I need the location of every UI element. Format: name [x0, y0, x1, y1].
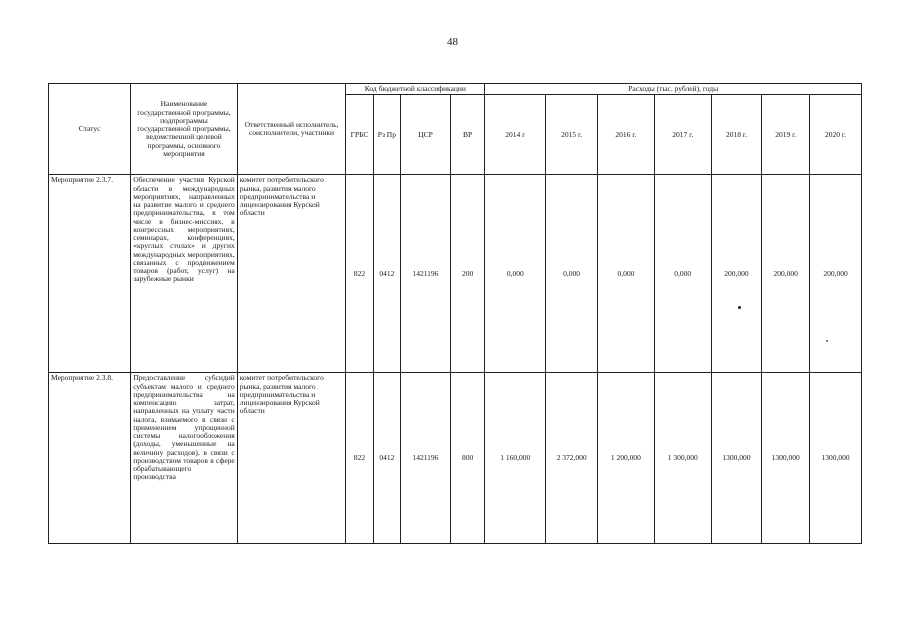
- header-year-2019: 2019 г.: [762, 95, 810, 175]
- row-value-2016: 1 200,000: [597, 373, 654, 544]
- header-name: Наименование государственной программы, подпрограммы государственной программы, ведомственной целевой программы, основного мероприятия: [131, 84, 238, 175]
- row-value-2017: 0,000: [654, 175, 711, 373]
- row-value-2018: 200,000: [711, 175, 762, 373]
- row-value-2014: 1 160,000: [485, 373, 546, 544]
- row-value-2020: 200,000: [810, 175, 862, 373]
- row-value-2018: 1300,000: [711, 373, 762, 544]
- header-year-2014: 2014 г: [485, 95, 546, 175]
- row-value-2015: 2 372,000: [546, 373, 598, 544]
- row-csr: 1421196: [401, 373, 451, 544]
- table-row: [49, 373, 862, 544]
- row-name: Обеспечение участия Курской области в международных мероприятиях, направленных на развитие малого и среднего предпринимательства, в том числе в бизнес-миссиях, в конгрессных мероприятиях, семинарах, конференциях, «круглых столах» и других международных мероприятиях, связанных с продвижением товаров (работ, услуг) на зарубежные рынки: [131, 175, 238, 373]
- budget-table: [48, 83, 862, 544]
- row-csr: 1421196: [401, 175, 451, 373]
- row-responsible: комитет потребительского рынка, развития малого предпринимательства и лицензирования Курской области: [237, 175, 346, 373]
- header-vr: ВР: [450, 95, 485, 175]
- row-grbs: 822: [346, 175, 373, 373]
- header-csr: ЦСР: [401, 95, 451, 175]
- row-vr: 200: [450, 175, 485, 373]
- header-expenses-group: Расходы (тыс. рублей), годы: [485, 84, 862, 95]
- header-year-2018: 2018 г.: [711, 95, 762, 175]
- header-rzpr: Рз Пр: [373, 95, 400, 175]
- scan-speck: [738, 306, 741, 309]
- header-grbs: ГРБС: [346, 95, 373, 175]
- header-year-2020: 2020 г.: [810, 95, 862, 175]
- row-value-2019: 200,000: [762, 175, 810, 373]
- scan-speck: [826, 340, 828, 342]
- row-value-2020: 1300,000: [810, 373, 862, 544]
- row-responsible: комитет потребительского рынка, развития малого предпринимательства и лицензирования Курской области: [237, 373, 346, 544]
- header-status: Статус: [49, 84, 131, 175]
- row-vr: 800: [450, 373, 485, 544]
- row-rzpr: 0412: [373, 175, 400, 373]
- row-value-2016: 0,000: [597, 175, 654, 373]
- row-value-2015: 0,000: [546, 175, 598, 373]
- row-value-2014: 0,000: [485, 175, 546, 373]
- table-row: [49, 175, 862, 373]
- row-value-2017: 1 300,000: [654, 373, 711, 544]
- row-status: Мероприятие 2.3.7.: [49, 175, 131, 373]
- row-name: Предоставление субсидий субъектам малого и среднего предпринимательства на компенсацию затрат, направленных на уплату части налога, взимаемого в связи с применением упрощенной системы налогообложения (доходы, уменьшенные на величину расходов), в связи с производством товаров в сфере обрабатывающего производства: [131, 373, 238, 544]
- header-code-group: Код бюджетной классификации: [346, 84, 485, 95]
- header-year-2017: 2017 г.: [654, 95, 711, 175]
- header-responsible: Ответственный исполнитель, соисполнители, участники: [237, 84, 346, 175]
- header-year-2015: 2015 г.: [546, 95, 598, 175]
- row-value-2019: 1300,000: [762, 373, 810, 544]
- row-status: Мероприятие 2.3.8.: [49, 373, 131, 544]
- row-rzpr: 0412: [373, 373, 400, 544]
- header-year-2016: 2016 г.: [597, 95, 654, 175]
- row-grbs: 822: [346, 373, 373, 544]
- page-number: 48: [447, 36, 458, 48]
